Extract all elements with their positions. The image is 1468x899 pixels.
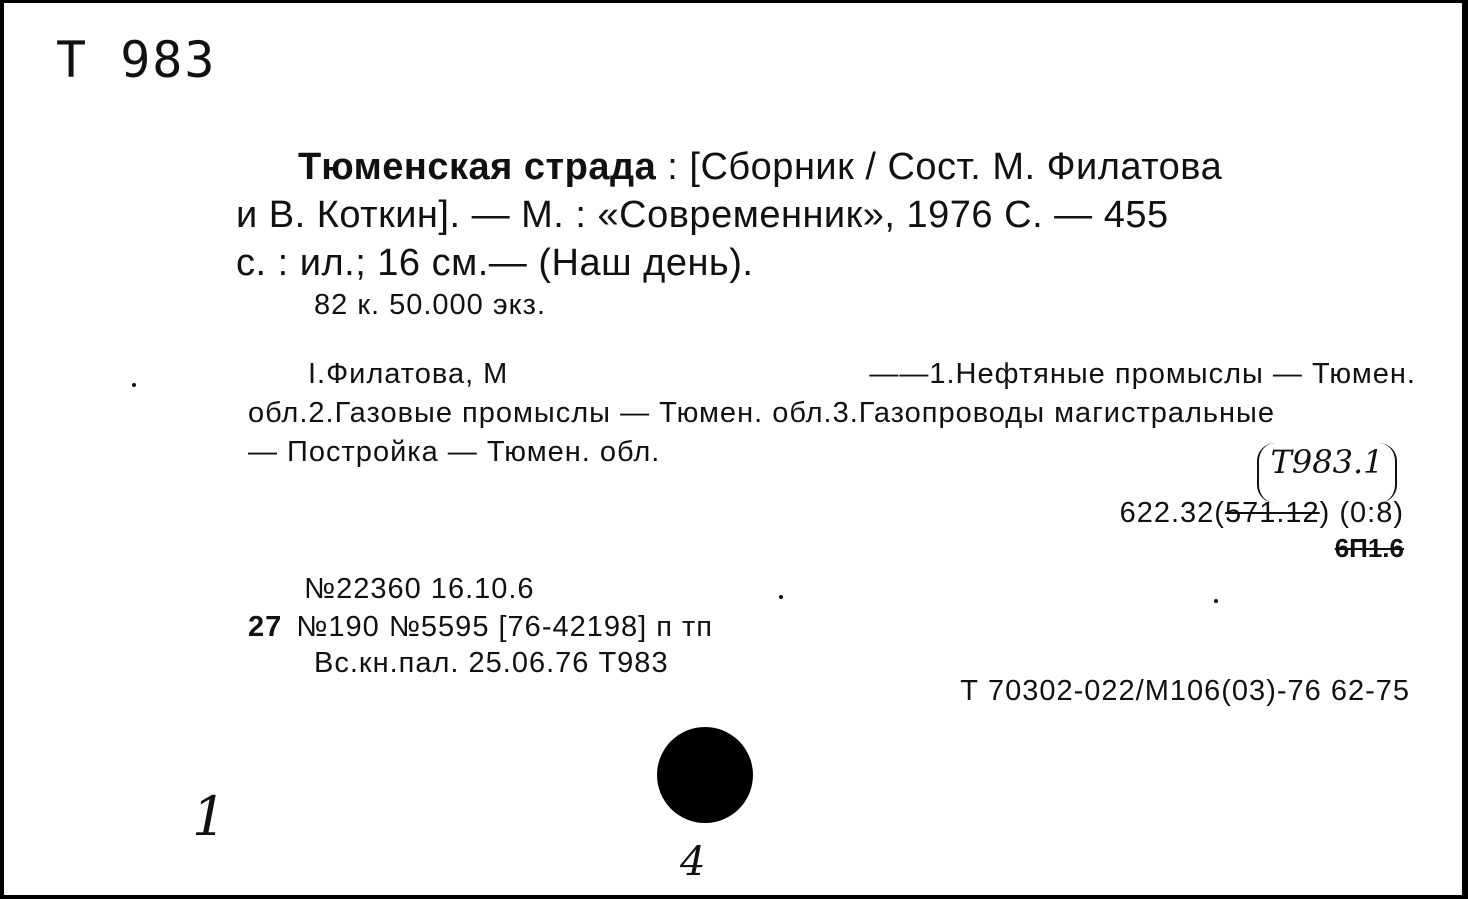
subject-1: ——1.Нефтяные промыслы — Тюмен.	[869, 358, 1416, 390]
handwritten-mark-bottom: 4	[680, 839, 706, 885]
description-line-2: и В. Коткин]. — М. : «Современник», 1976 С. — 455	[236, 194, 1169, 236]
tracings-line-1	[248, 355, 1416, 394]
classification-suffix: ) (0:8)	[1319, 497, 1404, 529]
catalog-card	[4, 3, 1462, 895]
speck	[1214, 599, 1218, 603]
classification-struck: 571.12	[1224, 497, 1320, 529]
speck	[132, 383, 136, 387]
added-entry: I.Филатова, М	[308, 358, 509, 390]
classification-prefix: 622.32(	[1119, 497, 1225, 529]
speck	[779, 595, 783, 599]
bibliographic-description	[236, 143, 1416, 287]
handwritten-mark-left: 1	[192, 785, 227, 848]
description-line-1	[236, 143, 1416, 191]
punch-hole	[657, 727, 753, 823]
classification-old: 6П1.6	[1334, 533, 1404, 563]
record-line-2-num: 27	[248, 611, 283, 643]
title-statement: : [Сборник / Сост. М. Филатова	[656, 146, 1223, 188]
tracings-line-3: — Постройка — Тюмен. обл.	[248, 436, 661, 468]
record-line-2-text: №190 №5595 [76-42198] п тп	[296, 611, 713, 643]
classification	[1120, 497, 1404, 530]
handwritten-classification: Т983.1	[1257, 443, 1397, 503]
index-code: Т 70302-022/М106(03)-76 62-75	[960, 675, 1410, 707]
record-number: №22360 16.10.6	[304, 573, 535, 605]
record-line-2	[248, 611, 713, 644]
tracings-line-2: обл.2.Газовые промыслы — Тюмен. обл.3.Газопроводы магистральные	[248, 397, 1276, 429]
shelfmark: Т 983	[56, 31, 217, 89]
book-title: Тюменская страда	[298, 146, 657, 188]
tracings	[248, 355, 1416, 472]
price-print-run: 82 к. 50.000 экз.	[314, 289, 547, 321]
description-line-3: с. : ил.; 16 см.— (Наш день).	[236, 242, 754, 284]
record-line-3: Вс.кн.пал. 25.06.76 Т983	[314, 647, 669, 679]
